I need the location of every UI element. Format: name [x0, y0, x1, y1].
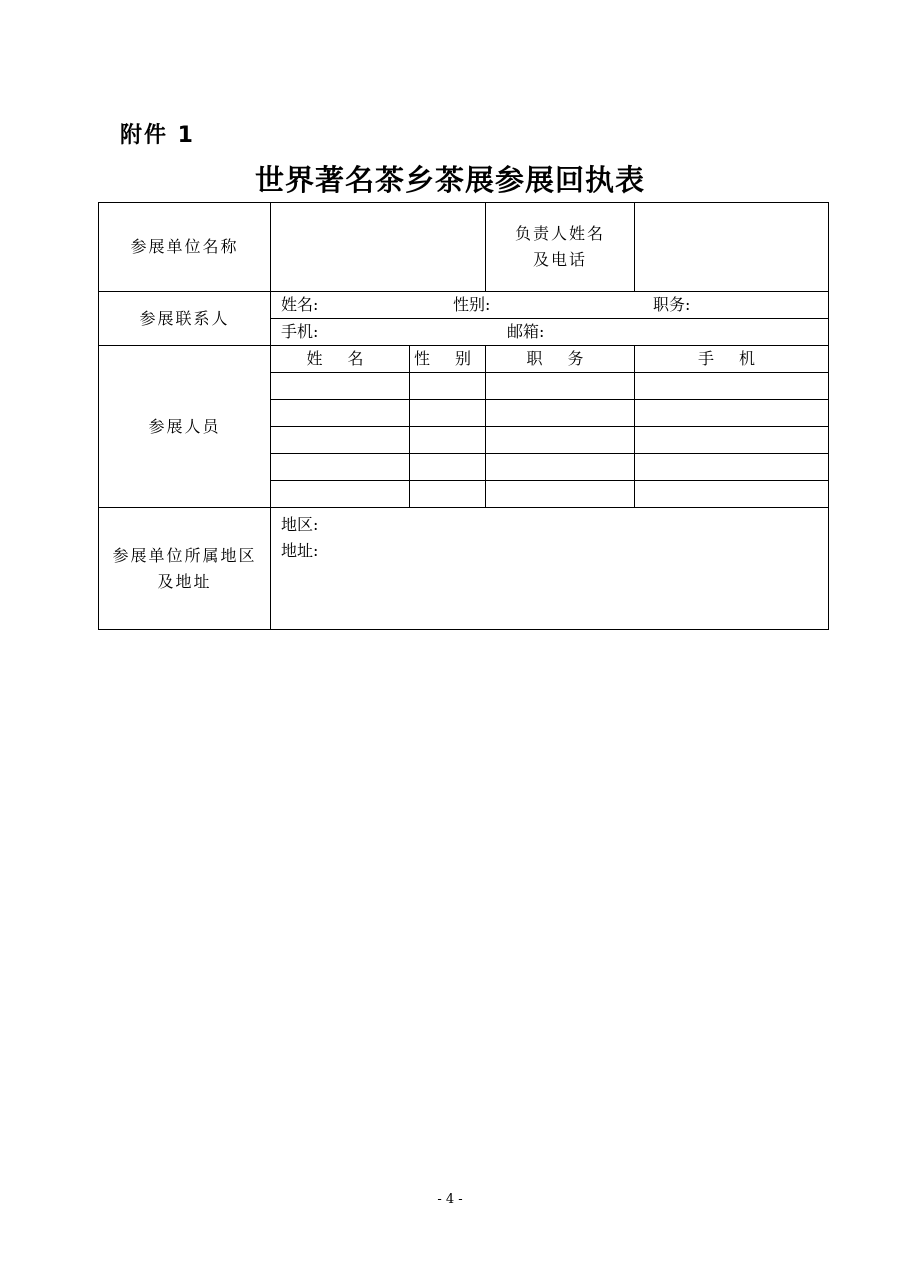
attendee-position-cell[interactable]	[486, 454, 635, 481]
attendee-gender-cell[interactable]	[410, 373, 486, 400]
contact-gender-label: 性别:	[453, 295, 491, 315]
region-label-line2: 及地址	[157, 571, 212, 591]
region-row	[99, 508, 829, 630]
attendee-position-cell[interactable]	[486, 373, 635, 400]
region-field-label: 地区:	[281, 515, 319, 534]
leader-label-line1: 负责人姓名	[514, 224, 605, 244]
leader-label	[486, 203, 635, 292]
page-title: 世界著名茶乡茶展参展回执表	[254, 163, 645, 197]
attendee-col-name: 姓 名	[271, 346, 410, 373]
leader-field[interactable]	[635, 203, 829, 292]
region-label	[99, 508, 271, 630]
attendee-name-cell[interactable]	[271, 454, 410, 481]
attendee-col-mobile: 手 机	[635, 346, 829, 373]
attendee-col-gender: 性 别	[410, 346, 486, 373]
attendee-mobile-cell[interactable]	[635, 400, 829, 427]
region-address-field[interactable]	[271, 508, 829, 630]
contact-row-1	[99, 292, 829, 319]
attendee-mobile-cell[interactable]	[635, 373, 829, 400]
attendee-gender-cell[interactable]	[410, 454, 486, 481]
attendee-name-cell[interactable]	[271, 400, 410, 427]
unit-name-label: 参展单位名称	[99, 203, 271, 292]
contact-info-line1[interactable]	[271, 292, 829, 319]
attendee-gender-cell[interactable]	[410, 400, 486, 427]
attendee-mobile-cell[interactable]	[635, 427, 829, 454]
contact-email-label: 邮箱:	[507, 322, 545, 342]
attendee-col-position: 职 务	[486, 346, 635, 373]
attendee-mobile-cell[interactable]	[635, 481, 829, 508]
contact-info-line2[interactable]	[271, 319, 829, 346]
attendee-position-cell[interactable]	[486, 427, 635, 454]
contact-label: 参展联系人	[99, 292, 271, 346]
registration-form-table	[98, 202, 829, 630]
contact-position-label: 职务:	[653, 295, 691, 315]
contact-mobile-label: 手机:	[281, 322, 319, 342]
attendee-position-cell[interactable]	[486, 481, 635, 508]
region-label-line1: 参展单位所属地区	[112, 545, 257, 565]
attendees-label: 参展人员	[99, 346, 271, 508]
attachment-label: 附件 1	[120, 123, 195, 148]
attendee-mobile-cell[interactable]	[635, 454, 829, 481]
attendee-gender-cell[interactable]	[410, 481, 486, 508]
attendee-name-cell[interactable]	[271, 427, 410, 454]
attendee-name-cell[interactable]	[271, 481, 410, 508]
attendees-header-row	[99, 346, 829, 373]
contact-name-label: 姓名:	[281, 295, 319, 315]
page-number: - 4 -	[437, 1192, 463, 1207]
attendee-position-cell[interactable]	[486, 400, 635, 427]
unit-row	[99, 203, 829, 292]
address-field-label: 地址:	[281, 540, 319, 560]
leader-label-line2: 及电话	[532, 250, 587, 269]
attendee-name-cell[interactable]	[271, 373, 410, 400]
attendee-gender-cell[interactable]	[410, 427, 486, 454]
unit-name-field[interactable]	[271, 203, 486, 292]
